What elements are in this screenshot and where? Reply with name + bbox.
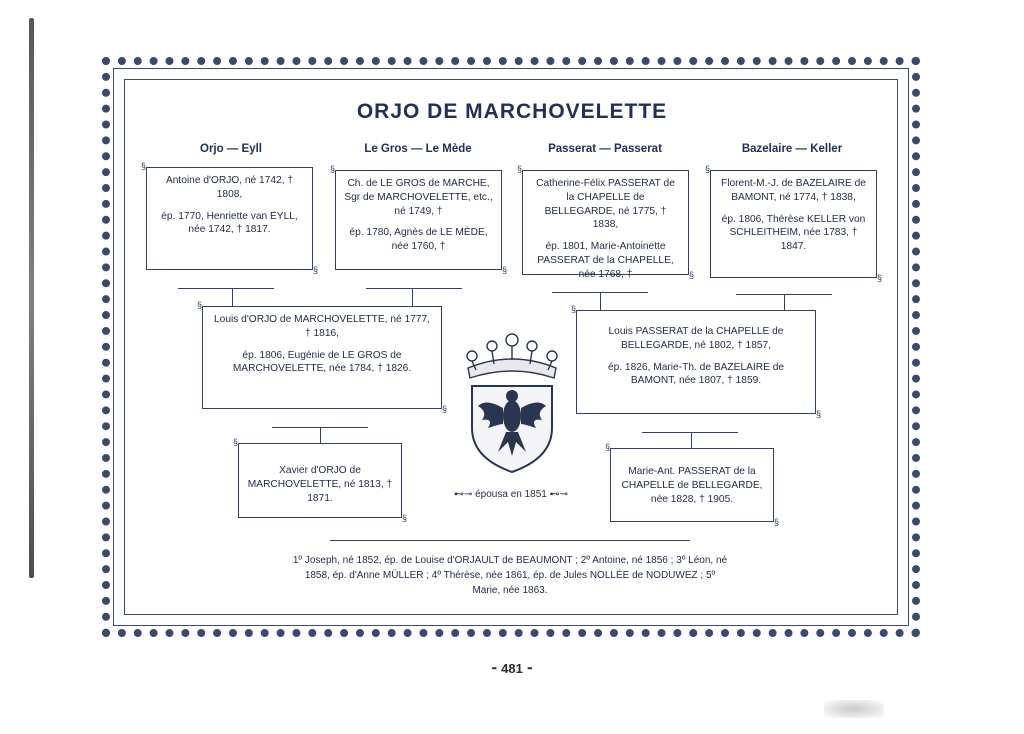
grandparents-box-passerat [522, 170, 689, 280]
scan-smudge [824, 700, 884, 718]
husband-text: § Xavier d'ORJO de MARCHOVELETTE, né 1813, † 1871. [247, 465, 393, 504]
grandparent-marriage-text: ép. 1801, Marie-Antoinette PASSERAT de la CHAPELLE, née 1768, † [537, 241, 674, 280]
grandparent-marriage-text: ép. 1806, Thérèse KELLER von SCHLEITHEIM, née 1783, † 1847. [721, 213, 866, 253]
ornament-icon: ⁃ [491, 661, 502, 676]
column-header-legros-lemede: Le Gros — Le Mède [364, 143, 472, 155]
crown-icon [467, 334, 557, 378]
parents-box-passerat [576, 310, 816, 414]
marriage-note-text: épousa en 1851 [475, 489, 547, 500]
grandparents-box-orjo-eyll [146, 167, 313, 270]
grandparent-text: § Antoine d'ORJO, né 1742, † 1808, [165, 175, 294, 200]
grandparent-marriage-text: ép. 1780, Agnès de LE MÈDE, née 1760, † [349, 227, 488, 253]
ornament-icon: ⁃ [522, 661, 533, 676]
connector-line [642, 432, 738, 433]
grandparent-text: § Florent-M.-J. de BAZELAIRE de BAMONT, né 1774, † 1838, [721, 178, 866, 203]
ornament-left-icon: ⊷⊸ [453, 489, 476, 500]
connector-line [320, 427, 321, 443]
grandparents-box-legros-lemede [335, 170, 502, 270]
page-number [0, 661, 1024, 677]
ornament-right-icon: ⊷⊸ [546, 489, 569, 500]
column-header-passerat: Passerat — Passerat [548, 143, 662, 155]
connector-line [178, 288, 274, 289]
children-list: 1º Joseph, né 1852, ép. de Louise d'ORJAULT de BEAUMONT ; 2º Antoine, né 1856 ; 3º Léon, né 1858, ép. d'Anne MÜLLER ; 4º Thérèse, née 1861, ép. de Jules NOLLÉE de NODUWEZ ; 5º Marie, née 1863. [292, 555, 728, 596]
parents-box-orjo [202, 306, 442, 409]
page-number-text: 481 [501, 661, 523, 676]
wife-text: § Marie-Ant. PASSERAT de la CHAPELLE de BELLEGARDE, née 1828, † 1905. [621, 466, 763, 505]
grandparent-text: § Catherine-Félix PASSERAT de la CHAPELLE de BELLEGARDE, né 1775, † 1838, [536, 178, 675, 231]
parent-marriage-text: ép. 1806, Eugénie de LE GROS de MARCHOVELETTE, née 1784, † 1826. [232, 349, 412, 375]
connector-line [366, 288, 462, 289]
connector-line [600, 292, 601, 310]
connector-line [412, 288, 413, 306]
connector-line [232, 288, 233, 306]
parent-marriage-text: ép. 1826, Marie-Th. de BAZELAIRE de BAMONT, née 1807, † 1859. [607, 361, 785, 387]
marriage-note [436, 489, 586, 500]
parent-text: § Louis d'ORJO de MARCHOVELETTE, né 1777, † 1816, [214, 314, 430, 339]
grandparent-text: § Ch. de LE GROS de MARCHE, Sgr de MARCHOVELETTE, etc., né 1749, † [344, 178, 493, 217]
husband-box [238, 443, 402, 518]
divider-line [330, 540, 690, 541]
page-title: ORJO DE MARCHOVELETTE [356, 100, 668, 123]
grandparent-marriage-text: ép. 1770, Henriette van EYLL, née 1742, † 1817. [161, 210, 298, 236]
connector-line [691, 432, 692, 448]
column-header-orjo-eyll: Orjo — Eyll [200, 143, 262, 155]
column-header-bazelaire-keller: Bazelaire — Keller [741, 143, 843, 155]
parent-text: § Louis PASSERAT de la CHAPELLE de BELLEGARDE, né 1802, † 1857, [608, 326, 784, 351]
coat-of-arms [458, 328, 566, 476]
grandparents-box-bazelaire-keller [710, 170, 877, 278]
wife-box [610, 448, 774, 522]
